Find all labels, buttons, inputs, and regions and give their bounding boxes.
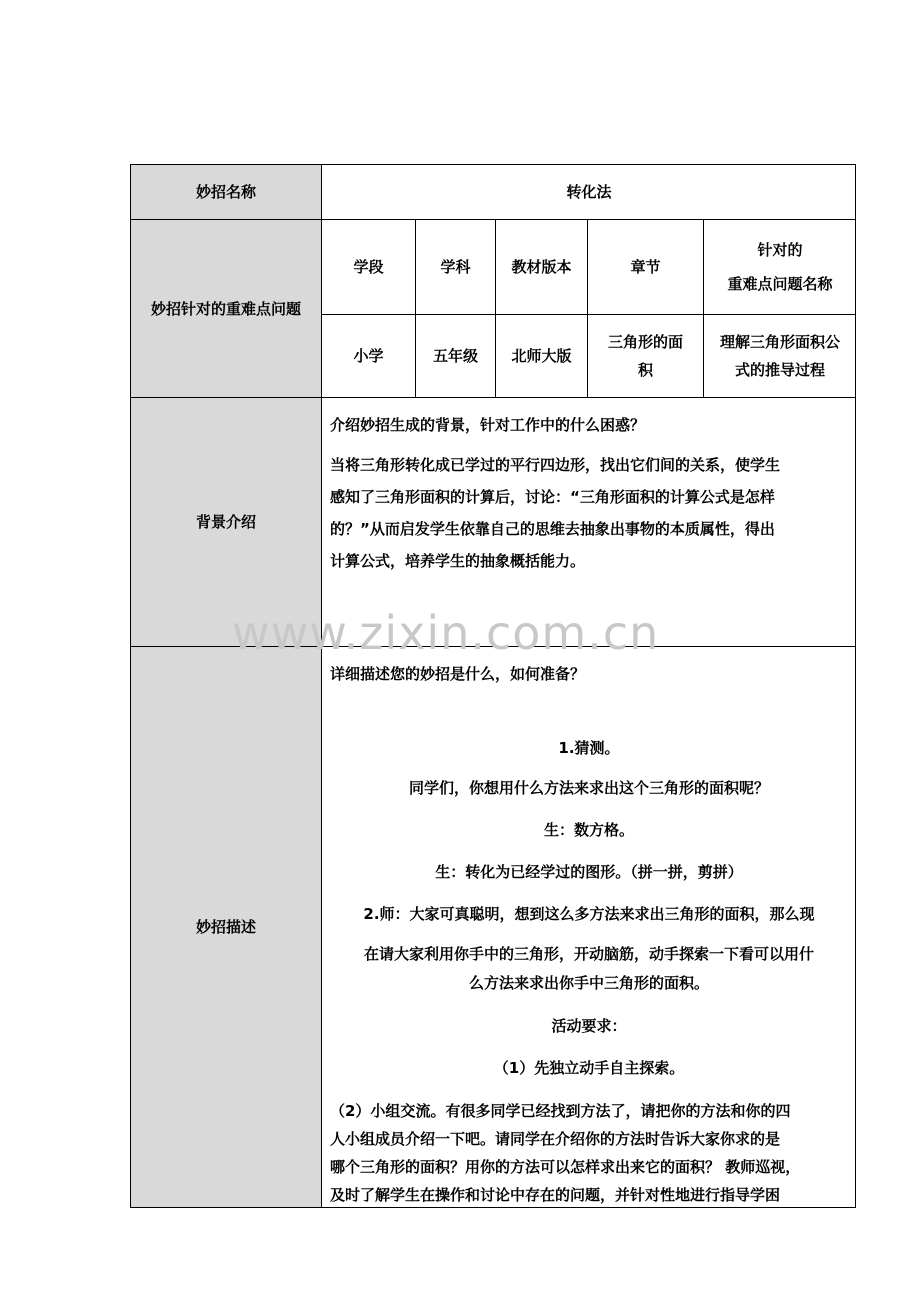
background-label: 背景介绍	[195, 513, 256, 531]
background-line-3: 的？”从而启发学生依靠自己的思维去抽象出事物的本质属性，得出	[330, 520, 775, 538]
description-label-cell	[131, 647, 322, 1207]
header-edition-text: 教材版本	[511, 258, 572, 276]
description-question: 详细描述您的妙招是什么，如何准备？	[330, 665, 586, 683]
watermark: www.zixin.com.cn	[232, 606, 660, 660]
header-target-line1: 针对的	[757, 241, 803, 259]
background-line-4: 计算公式，培养学生的抽象概括能力。	[330, 552, 586, 570]
value-chapter	[588, 315, 704, 398]
background-line-1: 当将三角形转化成已学过的平行四边形，找出它们间的关系，使学生	[330, 456, 781, 474]
value-target-line1: 理解三角形面积公	[719, 333, 840, 351]
name-value-cell	[322, 165, 856, 220]
value-edition-text: 北师大版	[511, 347, 572, 365]
value-stage-text: 小学	[353, 347, 384, 365]
header-stage	[322, 220, 416, 315]
value-chapter-line2: 积	[637, 361, 653, 379]
background-line-2: 感知了三角形面积的计算后，讨论：“三角形面积的计算公式是怎样	[330, 488, 775, 506]
step1: 1.猜测。	[558, 739, 620, 757]
name-label-cell	[131, 165, 322, 220]
value-edition	[496, 315, 588, 398]
header-stage-text: 学段	[353, 258, 384, 276]
header-target	[704, 220, 856, 315]
value-target	[704, 315, 856, 398]
value-stage	[322, 315, 416, 398]
answer2: 生：转化为已经学过的图形。（拼一拼，剪拼）	[435, 863, 743, 881]
problem-label: 妙招针对的重难点问题	[150, 299, 301, 318]
activity-heading: 活动要求：	[551, 1017, 627, 1035]
requirement-1: （1）先独立动手自主探索。	[493, 1059, 685, 1077]
background-question: 介绍妙招生成的背景，针对工作中的什么困惑？	[330, 416, 646, 434]
header-chapter	[588, 220, 704, 315]
name-label: 妙招名称	[195, 183, 256, 201]
value-subject-text: 五年级	[432, 347, 478, 365]
step2-line3: 么方法来求出你手中三角形的面积。	[468, 974, 709, 992]
value-chapter-line1: 三角形的面	[607, 333, 683, 351]
problem-label-cell	[131, 220, 322, 398]
step2-line2: 在请大家利用你手中的三角形，开动脑筋，动手探索一下看可以用什	[363, 945, 814, 963]
requirement-2-line3: 哪个三角形的面积？用你的方法可以怎样求出来它的面积？ 教师巡视，	[330, 1158, 801, 1176]
description-content-cell	[322, 647, 856, 1207]
step2-line1: 2.师：大家可真聪明，想到这么多方法来求出三角形的面积，那么现	[363, 905, 815, 923]
header-subject-text: 学科	[440, 258, 471, 276]
description-label: 妙招描述	[195, 918, 256, 936]
answer1: 生：数方格。	[543, 821, 634, 839]
name-value: 转化法	[566, 183, 612, 201]
value-subject	[416, 315, 496, 398]
header-subject	[416, 220, 496, 315]
header-edition	[496, 220, 588, 315]
value-target-line2: 式的推导过程	[734, 361, 825, 379]
info-table	[130, 164, 856, 1208]
requirement-2-line1: （2）小组交流。有很多同学已经找到方法了，请把你的方法和你的四	[330, 1102, 791, 1120]
header-chapter-text: 章节	[630, 258, 661, 276]
header-target-line2: 重难点问题名称	[727, 275, 833, 293]
requirement-2-line2: 人小组成员介绍一下吧。请同学在介绍你的方法时告诉大家你求的是	[330, 1130, 781, 1148]
step1-question: 同学们，你想用什么方法来求出这个三角形的面积呢？	[408, 779, 769, 797]
requirement-2-line4: 及时了解学生在操作和讨论中存在的问题，并针对性地进行指导学困	[330, 1186, 781, 1204]
